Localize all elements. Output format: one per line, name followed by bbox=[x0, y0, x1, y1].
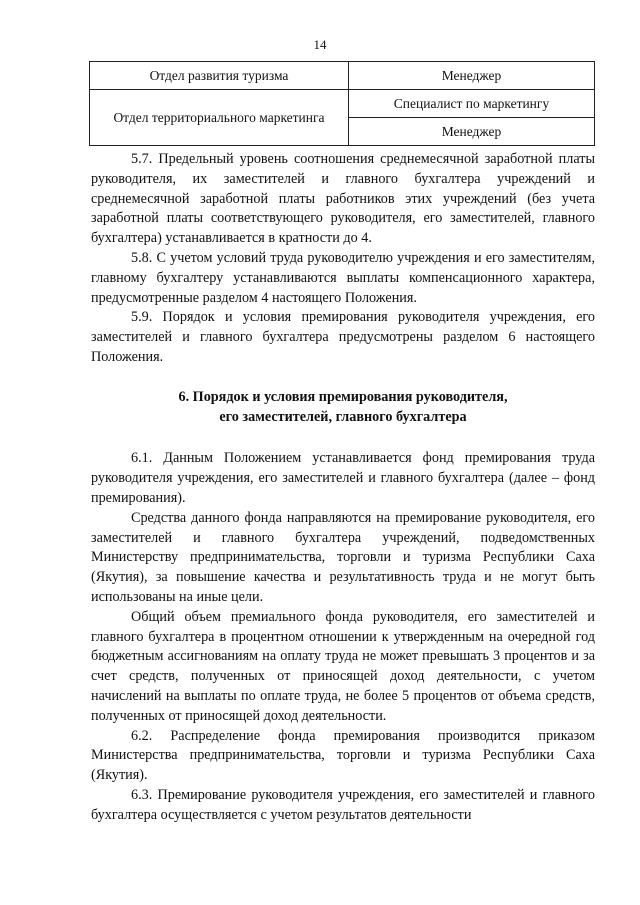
position-cell: Специалист по маркетингу bbox=[349, 90, 595, 118]
department-cell: Отдел развития туризма bbox=[90, 62, 349, 90]
section-6-heading-line-2: его заместителей, главного бухгалтера bbox=[219, 408, 467, 425]
staff-table bbox=[89, 61, 595, 146]
department-cell: Отдел территориального маркетинга bbox=[90, 90, 349, 146]
page-number: 14 bbox=[313, 37, 327, 52]
position-cell: Менеджер bbox=[349, 62, 595, 90]
section-6-heading-line-1: 6. Порядок и условия премирования руководителя, bbox=[178, 388, 508, 405]
table-row bbox=[90, 62, 595, 90]
paragraph-6-3: 6.3. Премирование руководителя учреждения, его заместителей и главного бухгалтера осуществляется с учетом результатов деятельности bbox=[91, 786, 595, 823]
table-row bbox=[90, 90, 595, 118]
section-6-heading bbox=[91, 388, 595, 428]
paragraph-6-1: 6.1. Данным Положением устанавливается фонд премирования труда руководителя учреждения, его заместителей и главного бухгалтера (далее – фонд премирования). bbox=[91, 450, 595, 506]
paragraph-5-9: 5.9. Порядок и условия премирования руководителя учреждения, его заместителей и главного бухгалтера предусмотрены разделом 6 настоящего Положения. bbox=[91, 309, 595, 365]
paragraph-5-8: 5.8. С учетом условий труда руководителю учреждения и его заместителям, главному бухгалтеру устанавливаются выплаты компенсационного характера, предусмотренные разделом 4 настоящего Положения. bbox=[91, 249, 595, 306]
paragraph-6-2: 6.2. Распределение фонда премирования производится приказом Министерства предпринимательства, торговли и туризма Республики Саха (Якутия). bbox=[91, 727, 595, 784]
paragraph-fund-volume: Общий объем премиального фонда руководителя, его заместителей и главного бухгалтера в процентном отношении к утвержденным на очередной год бюджетным ассигнованиям на оплату труда не может превышать 3 процентов и за счет средств, полученных от приносящей доход деятельности, с учетом начислений на выплаты по оплате труда, не более 5 процентов от объема средств, полученных от приносящей доход деятельности. bbox=[91, 608, 595, 724]
paragraph-fund-purpose: Средства данного фонда направляются на премирование руководителя, его заместителей и главного бухгалтера учреждений, подведомственных Министерству предпринимательства, торговли и туризма Республики Саха (Якутия), за повышение качества и результативность труда и не могут быть использованы на иные цели. bbox=[91, 509, 595, 605]
paragraph-5-7: 5.7. Предельный уровень соотношения среднемесячной заработной платы руководителя, их заместителей и главного бухгалтера учреждений и среднемесячной заработной платы работников этих учреждений (без учета заработной платы соответствующего руководителя, его заместителей, главного бухгалтера) устанавливается в кратности до 4. bbox=[91, 151, 595, 247]
position-cell: Менеджер bbox=[349, 118, 595, 146]
document-body bbox=[91, 150, 595, 826]
